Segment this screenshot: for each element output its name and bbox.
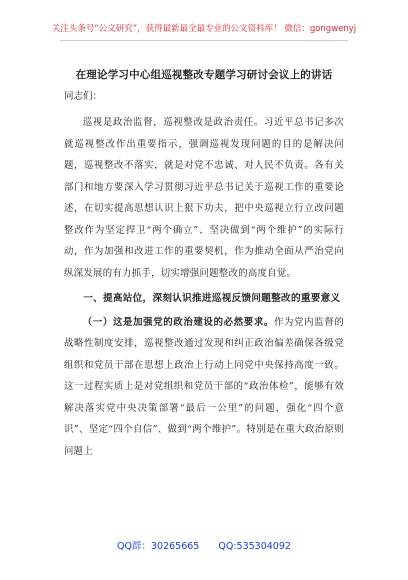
- intro-paragraph: 巡视是政治监督，巡视整改是政治责任。习近平总书记多次就巡视整改作出重要指示，强调巡视发现问题的目的是解决问题，巡视整改不落实，就是对党不忠诚、对人民不负责。各有关部门和地方要深入学习贯彻习近平总书记关于巡视工作的重要论述，在切实提高思想认识上狠下功夫，把中央巡视立行立改问题整改作为坚定捍卫“两个确立”、坚决做到“两个维护”的实际行动，作为加强和改进工作的重要契机，作为推动全面从严治党向纵深发展的有力抓手，切实增强问题整改的高度自觉。: [64, 117, 344, 279]
- section-heading-1: 一、提高站位，深刻认识推进巡视反馈问题整改的重要意义: [83, 293, 341, 304]
- subsection-paragraph-1: [64, 312, 344, 463]
- header-divider: [60, 40, 348, 41]
- salutation: 同志们：: [64, 91, 103, 102]
- subsection-body-1: 作为党内监督的战略性制度安排，巡视整改通过发现和纠正政治偏差确保各级党组织和党员干部在思想上政治上行动上同党中央保持高度一致。这一过程实质上是对党组织和党员干部的“政治体检”，能够有效解决落实党中央决策部署“最后一公里”的问题，强化“四个意识”、坚定“四个自信”、做到“两个维护”。特别是在重大政治原则问题上: [64, 316, 344, 457]
- header-banner: 关注头条号“公文研究”，获得最新最全最专业的公文资料库！ 微信：gongwenyj: [51, 24, 357, 34]
- subsection-heading-1: （一）这是加强党的政治建设的必然要求。: [82, 316, 274, 328]
- footer-contact: [0, 538, 408, 552]
- document-body: [64, 68, 344, 462]
- document-title: 在理论学习中心组巡视整改专题学习研讨会议上的讲话: [75, 69, 333, 81]
- footer-qq: QQ:535304092: [218, 541, 291, 552]
- footer-qq-group: QQ群：30265665: [117, 541, 200, 552]
